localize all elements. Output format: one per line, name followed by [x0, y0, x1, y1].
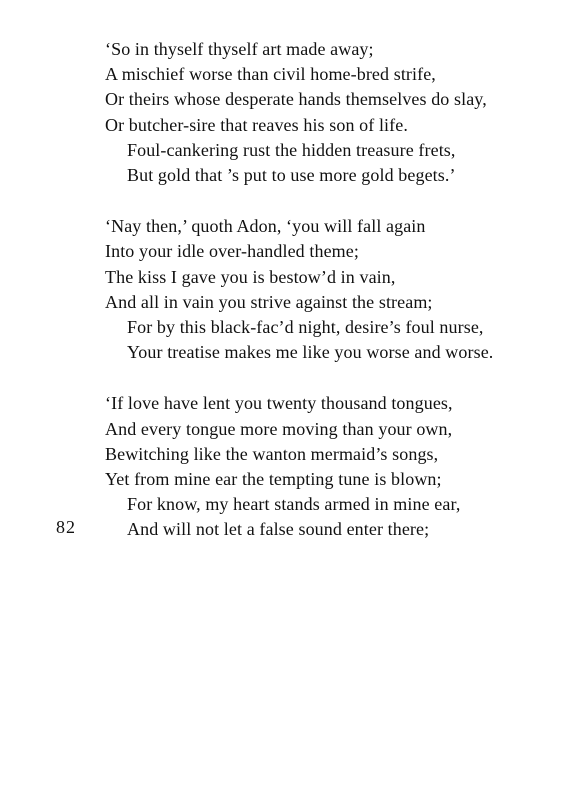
poem-line: Into your idle over-handled theme;	[105, 241, 359, 262]
poem-line-couplet: But gold that ’s put to use more gold begets.’	[127, 165, 456, 186]
poem-line-couplet: For by this black-fac’d night, desire’s foul nurse,	[127, 317, 484, 338]
poem-line: A mischief worse than civil home-bred strife,	[105, 64, 436, 85]
stanza-1	[105, 37, 575, 188]
poem-line-couplet: And will not let a false sound enter there;	[127, 519, 430, 540]
poem-line: ‘So in thyself thyself art made away;	[105, 39, 374, 59]
stanza-2	[105, 214, 575, 365]
poem-line: Bewitching like the wanton mermaid’s songs,	[105, 443, 439, 464]
poem-line: And every tongue more moving than your own,	[105, 418, 453, 439]
poem-text	[105, 37, 575, 569]
poem-line: Or butcher-sire that reaves his son of life.	[105, 114, 408, 135]
stanza-3	[105, 391, 575, 542]
poem-line: The kiss I gave you is bestow’d in vain,	[105, 266, 396, 287]
poem-line-couplet: Foul-cankering rust the hidden treasure frets,	[127, 139, 456, 160]
poem-line: And all in vain you strive against the stream;	[105, 291, 433, 312]
poem-line: ‘Nay then,’ quoth Adon, ‘you will fall again	[105, 216, 426, 237]
poem-line: ‘If love have lent you twenty thousand tongues,	[105, 393, 453, 414]
poem-line: Or theirs whose desperate hands themselves do slay,	[105, 89, 487, 110]
poem-line: Yet from mine ear the tempting tune is blown;	[105, 469, 442, 490]
poem-line-couplet: Your treatise makes me like you worse and worse.	[127, 342, 494, 363]
poem-line-couplet: For know, my heart stands armed in mine ear,	[127, 494, 461, 515]
page-number: 82	[56, 517, 76, 537]
